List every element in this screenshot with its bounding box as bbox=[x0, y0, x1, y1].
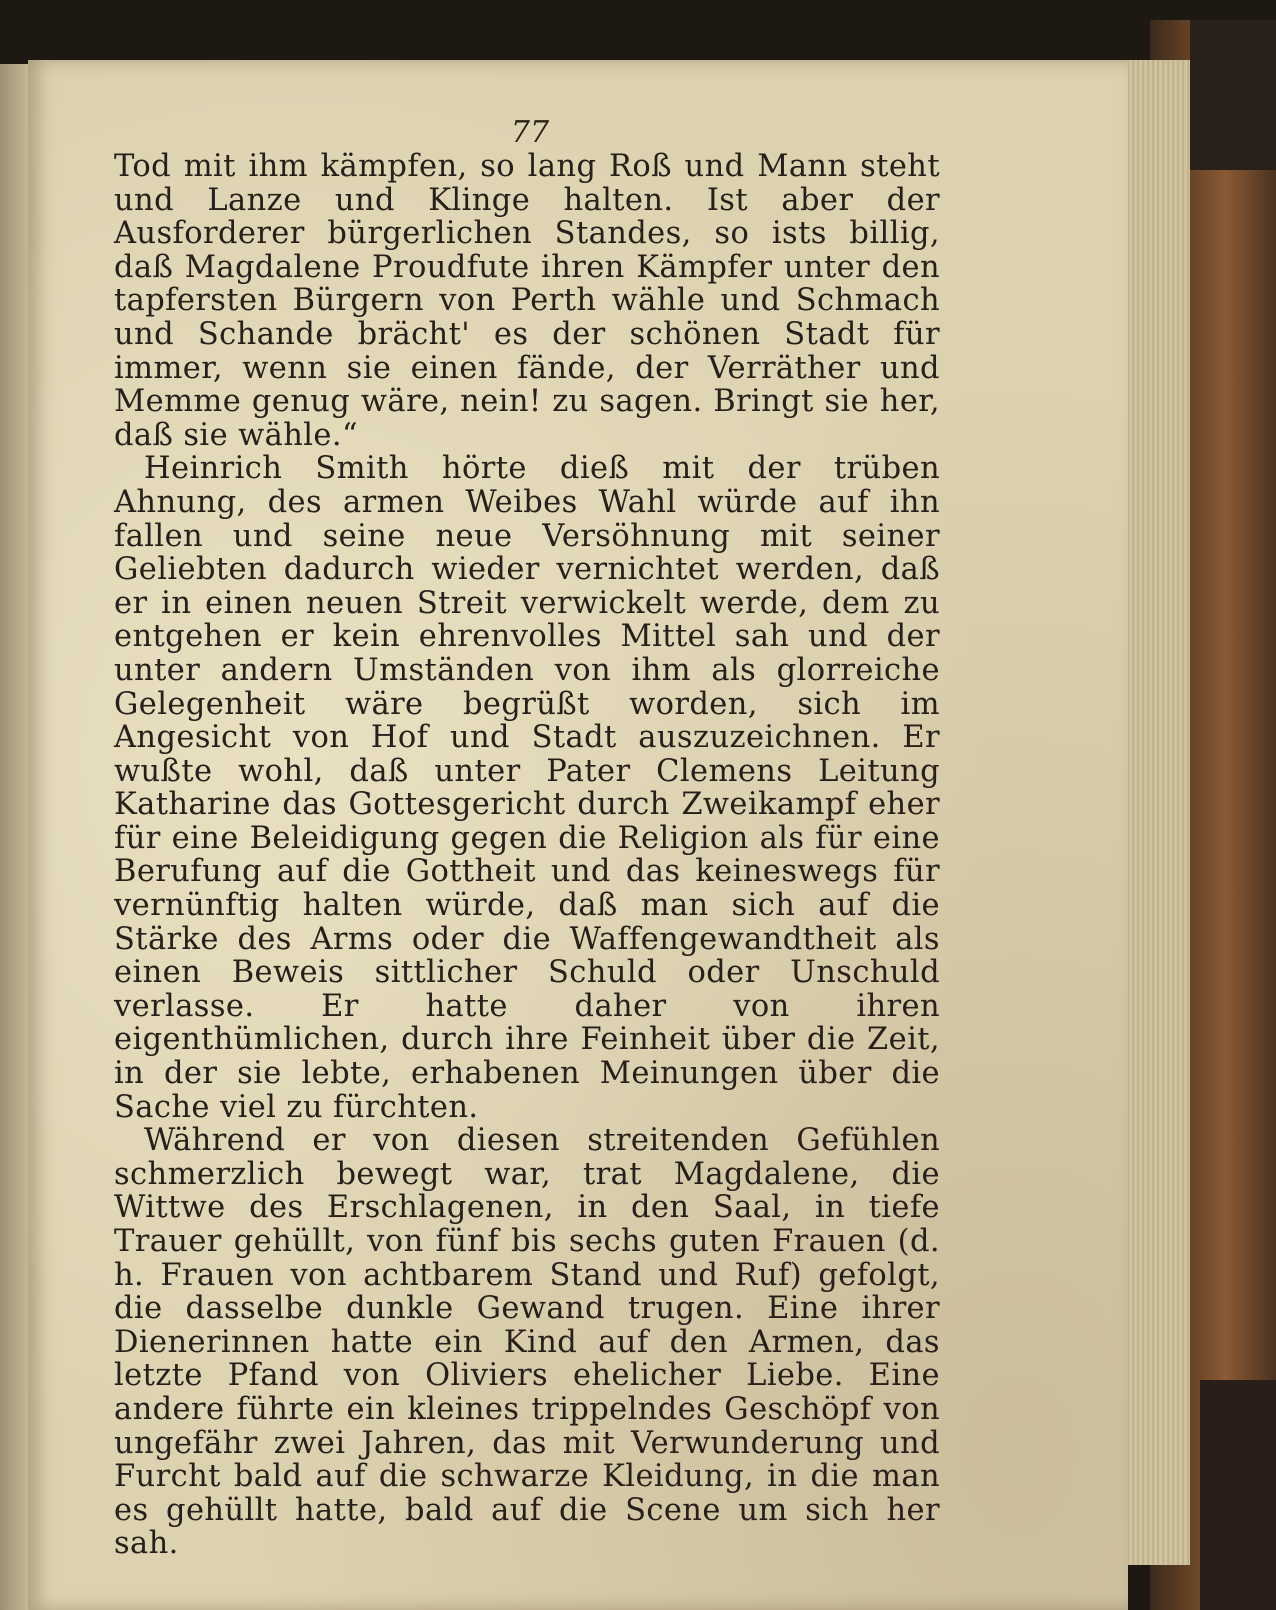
cover-corner-top bbox=[1190, 20, 1276, 170]
page-number: 77 bbox=[510, 115, 550, 150]
paragraph-3: Während er von diesen streitenden Gefühlen schmerzlich bewegt war, trat Magdalene, die Wittwe des Erschlagenen, in den Saal, in tiefe Trauer gehüllt, von fünf bis sechs guten Frauen (d. h. Frauen von achtbarem Stand und Ruf) gefolgt, die dasselbe dunkle Gewand trugen. Eine ihrer Dienerinnen hatte ein Kind auf den Armen, das letzte Pfand von Oliviers ehelicher Liebe. Eine andere führte ein kleines trippelndes Geschöpf von ungefähr zwei Jahren, das mit Verwunderung und Furcht bald auf die schwarze Kleidung, in die man es gehüllt hatte, bald auf die Scene um sich her sah. bbox=[114, 1123, 940, 1562]
body-text bbox=[114, 150, 940, 1561]
paragraph-2: Heinrich Smith hörte dieß mit der trüben Ahnung, des armen Weibes Wahl würde auf ihn fallen und seine neue Versöhnung mit seiner Geliebten dadurch wieder vernichtet werden, daß er in einen neuen Streit verwickelt werde, dem zu entgehen er kein ehrenvolles Mittel sah und der unter andern Umständen von ihm als glorreiche Gelegenheit wäre begrüßt worden, sich im Angesicht von Hof und Stadt auszuzeichnen. Er wußte wohl, daß unter Pater Clemens Leitung Katharine das Gottesgericht durch Zweikampf eher für eine Beleidigung gegen die Religion als für eine Berufung auf die Gottheit und das keineswegs für vernünftig halten würde, daß man sich auf die Stärke des Arms oder die Waffengewandtheit als einen Beweis sittlicher Schuld oder Unschuld verlasse. Er hatte daher von ihren eigenthümlichen, durch ihre Feinheit über die Zeit, in der sie lebte, erhabenen Meinungen über die Sache viel zu fürchten. bbox=[114, 451, 940, 1125]
paragraph-1: Tod mit ihm kämpfen, so lang Roß und Mann steht und Lanze und Klinge halten. Ist aber der Ausforderer bürgerlichen Standes, so ists billig, daß Magdalene Proudfute ihren Kämpfer unter den tapfersten Bürgern von Perth wähle und Schmach und Schande brächt' es der schönen Stadt für immer, wenn sie einen fände, der Verräther und Memme genug wäre, nein! zu sagen. Bringt sie her, daß sie wähle.“ bbox=[114, 149, 940, 453]
cover-corner-bottom bbox=[1200, 1380, 1276, 1610]
gutter-page bbox=[0, 64, 30, 1610]
